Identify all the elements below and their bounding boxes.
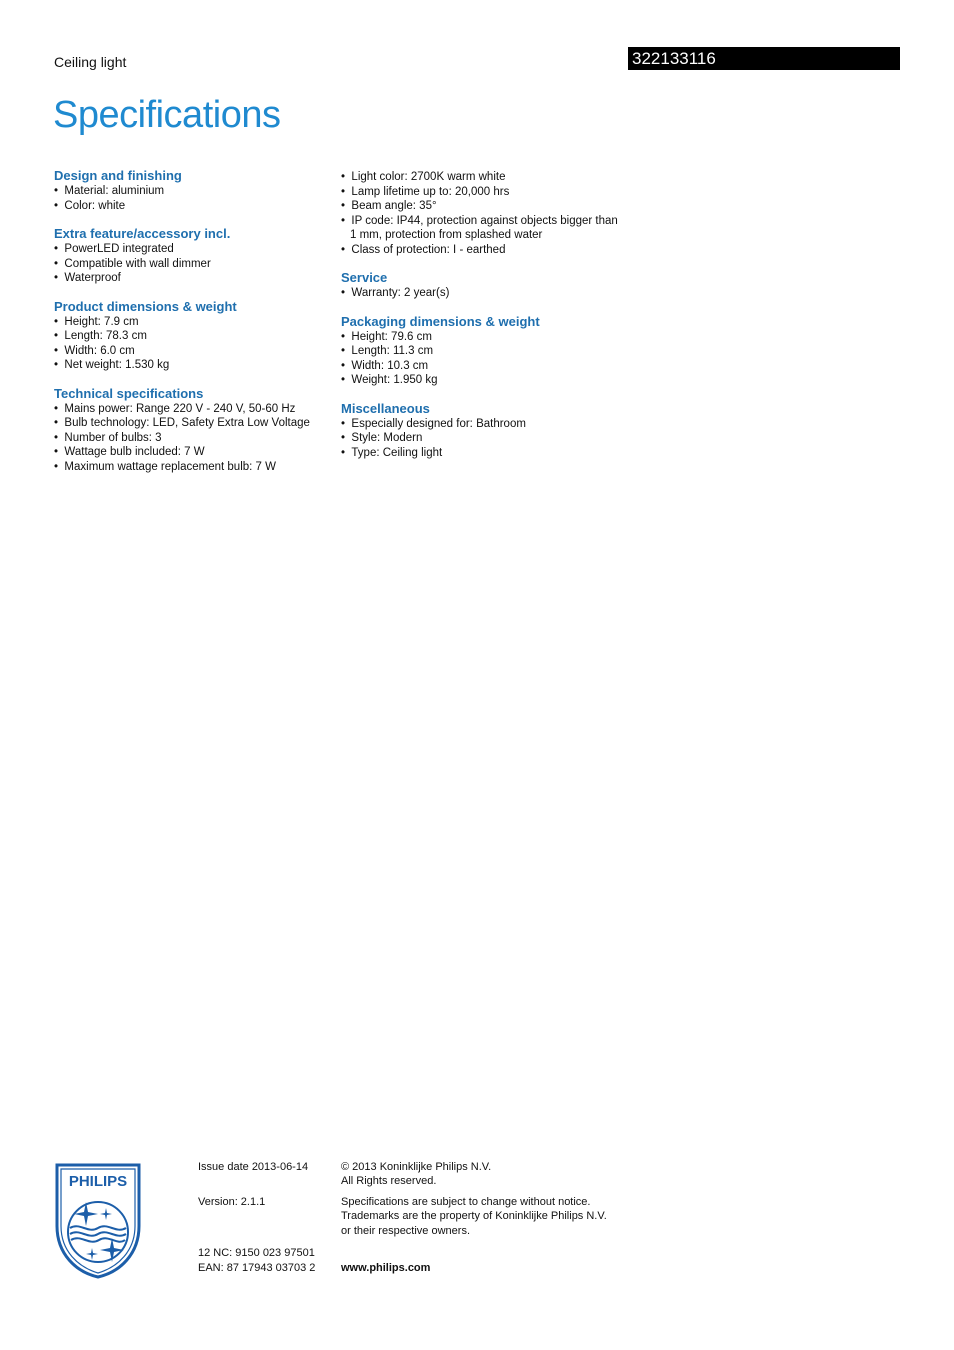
product-category: Ceiling light: [54, 54, 127, 70]
spec-item: • Material: aluminium: [54, 184, 334, 199]
ean-number: EAN: 87 17943 03703 2: [198, 1262, 316, 1274]
spec-section-heading: Product dimensions & weight: [54, 298, 237, 314]
spec-item: • Class of protection: I - earthed: [341, 243, 621, 258]
spec-item: • Mains power: Range 220 V - 240 V, 50-60 Hz: [54, 402, 334, 417]
spec-item: • Warranty: 2 year(s): [341, 286, 621, 301]
spec-item: • Light color: 2700K warm white: [341, 170, 621, 185]
spec-item: • Maximum wattage replacement bulb: 7 W: [54, 460, 334, 475]
spec-section-heading: Miscellaneous: [341, 400, 430, 416]
spec-item: • Lamp lifetime up to: 20,000 hrs: [341, 185, 621, 200]
spec-section: [341, 270, 621, 301]
spec-section: [54, 226, 334, 286]
product-code-badge: 322133116: [628, 47, 900, 70]
rights-reserved: All Rights reserved.: [341, 1175, 437, 1187]
page-title: Specifications: [53, 94, 281, 136]
spec-section: [54, 299, 334, 373]
spec-item: • Width: 6.0 cm: [54, 344, 334, 359]
spec-item: • Width: 10.3 cm: [341, 359, 621, 374]
spec-column-right: [341, 168, 621, 473]
nc-number: 12 NC: 9150 023 97501: [198, 1247, 315, 1259]
spec-section-heading: Extra feature/accessory incl.: [54, 226, 231, 241]
spec-item: • Color: white: [54, 199, 334, 214]
spec-item: • Bulb technology: LED, Safety Extra Low Voltage: [54, 416, 334, 431]
spec-section-heading: Service: [341, 270, 388, 285]
notice-line: Trademarks are the property of Koninklijke Philips N.V.: [341, 1210, 607, 1222]
notice-line: Specifications are subject to change without notice.: [341, 1196, 591, 1208]
spec-section-heading: Packaging dimensions & weight: [341, 313, 540, 329]
version: Version: 2.1.1: [198, 1196, 266, 1208]
logo-wordmark: PHILIPS: [68, 1173, 128, 1190]
spec-column-left: [54, 168, 334, 487]
spec-section: [54, 168, 334, 213]
spec-section: [341, 314, 621, 388]
spec-section-heading: Design and finishing: [54, 168, 182, 183]
spec-item: • Style: Modern: [341, 431, 621, 446]
spec-item: • Number of bulbs: 3: [54, 431, 334, 446]
spec-item: • Length: 11.3 cm: [341, 344, 621, 359]
spec-section-heading: Technical specifications: [54, 385, 204, 401]
spec-section: [341, 401, 621, 461]
copyright: © 2013 Koninklijke Philips N.V.: [341, 1161, 492, 1173]
notice-line: or their respective owners.: [341, 1225, 470, 1237]
spec-item: • Type: Ceiling light: [341, 446, 621, 461]
spec-item: • Weight: 1.950 kg: [341, 373, 621, 388]
website-link[interactable]: www.philips.com: [341, 1262, 431, 1274]
spec-item: • Length: 78.3 cm: [54, 329, 334, 344]
spec-section-continued: [341, 170, 621, 257]
spec-item: • Beam angle: 35°: [341, 199, 621, 214]
spec-item: • Wattage bulb included: 7 W: [54, 445, 334, 460]
spec-item: • Height: 7.9 cm: [54, 315, 334, 330]
issue-date: Issue date 2013-06-14: [198, 1161, 309, 1173]
spec-item: • Waterproof: [54, 271, 334, 286]
spec-item: • IP code: IP44, protection against objects bigger than 1 mm, protection from splashed water: [341, 214, 621, 243]
spec-item: • PowerLED integrated: [54, 242, 334, 257]
spec-item: • Net weight: 1.530 kg: [54, 358, 334, 373]
spec-item: • Especially designed for: Bathroom: [341, 417, 621, 432]
philips-shield-logo: [54, 1162, 142, 1280]
spec-item: • Compatible with wall dimmer: [54, 257, 334, 272]
spec-section: [54, 386, 334, 475]
spec-item: • Height: 79.6 cm: [341, 330, 621, 345]
